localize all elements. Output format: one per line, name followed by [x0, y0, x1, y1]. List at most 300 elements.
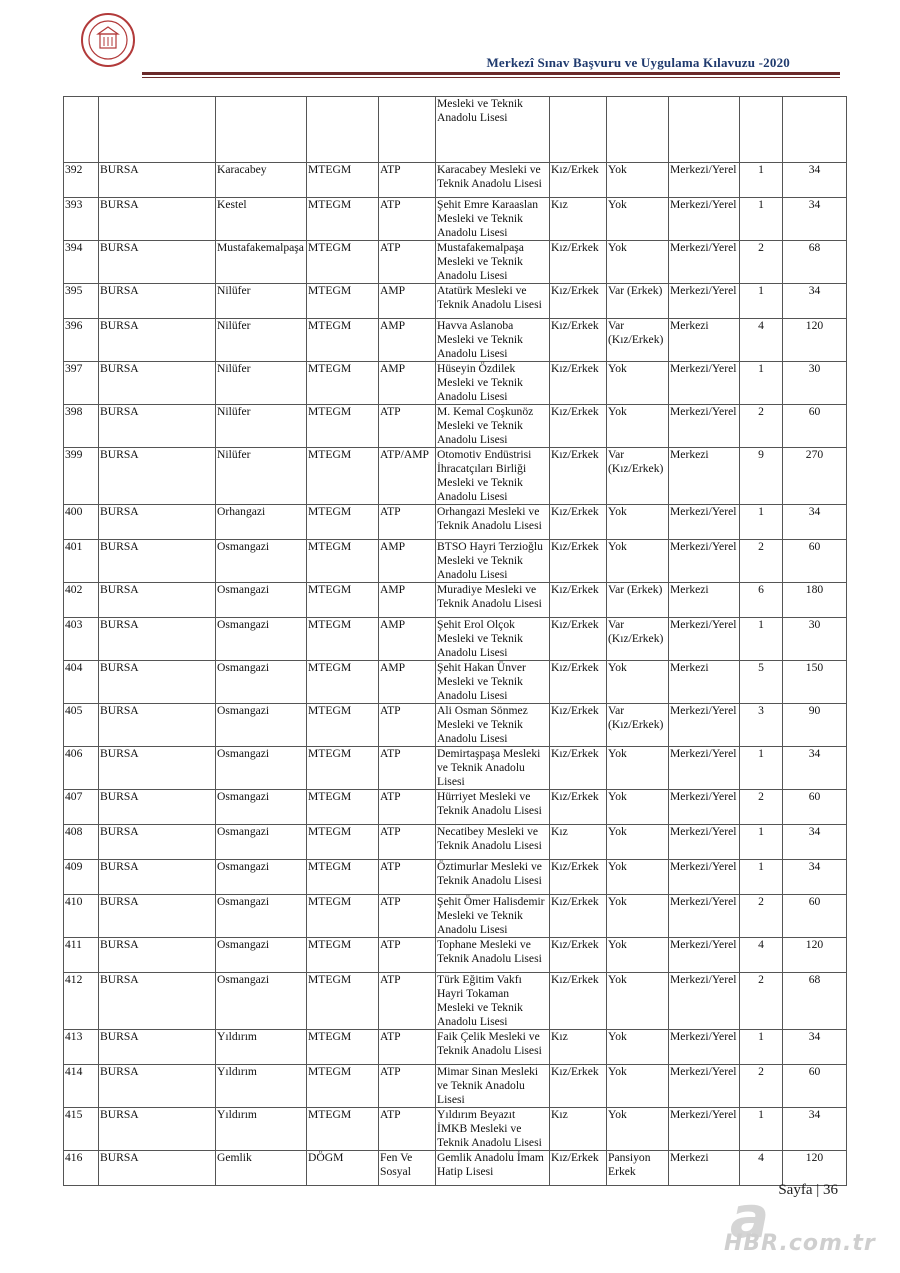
cell-school: Şehit Erol Olçok Mesleki ve Teknik Anadolu Lisesi: [436, 618, 550, 661]
cell-exam: Merkezi: [669, 448, 740, 505]
cell-gender: Kız/Erkek: [550, 540, 607, 583]
table-row: [64, 505, 847, 540]
cell-classes: 1: [740, 284, 783, 319]
cell-unit: MTEGM: [307, 860, 379, 895]
cell-pension: Yok: [607, 198, 669, 241]
cell-pension: Var (Kız/Erkek): [607, 319, 669, 362]
cell-classes: 1: [740, 1030, 783, 1065]
cell-classes: 2: [740, 973, 783, 1030]
cell-no: 409: [64, 860, 99, 895]
cell-pension: Var (Kız/Erkek): [607, 618, 669, 661]
cell-quota: 34: [783, 747, 847, 790]
cell-type: ATP: [379, 241, 436, 284]
cell-pension: Yok: [607, 790, 669, 825]
cell-no: 414: [64, 1065, 99, 1108]
cell-type: ATP: [379, 163, 436, 198]
cell-school: Hüseyin Özdilek Mesleki ve Teknik Anadolu Lisesi: [436, 362, 550, 405]
cell-exam: Merkezi: [669, 661, 740, 704]
cell-exam: Merkezi/Yerel: [669, 505, 740, 540]
watermark-text: HBR.com.tr: [724, 1231, 876, 1256]
cell-school: Şehit Emre Karaaslan Mesleki ve Teknik Anadolu Lisesi: [436, 198, 550, 241]
cell-type: ATP: [379, 790, 436, 825]
cell-quota: 34: [783, 505, 847, 540]
cell-type: ATP: [379, 895, 436, 938]
cell-pension: Yok: [607, 895, 669, 938]
cell-school: Öztimurlar Mesleki ve Teknik Anadolu Lisesi: [436, 860, 550, 895]
cell-pension: Yok: [607, 405, 669, 448]
table-row: [64, 319, 847, 362]
cell-exam: Merkezi/Yerel: [669, 860, 740, 895]
cell-no: 392: [64, 163, 99, 198]
cell-exam: Merkezi/Yerel: [669, 163, 740, 198]
cell-unit: MTEGM: [307, 790, 379, 825]
cell-classes: 4: [740, 1151, 783, 1186]
continuation-row: [64, 97, 847, 163]
cell-pension: Var (Kız/Erkek): [607, 448, 669, 505]
table-row: [64, 938, 847, 973]
table-row: [64, 661, 847, 704]
cell-district: Karacabey: [216, 163, 307, 198]
cell-exam: Merkezi/Yerel: [669, 1108, 740, 1151]
table-row: [64, 1151, 847, 1186]
cell-type: AMP: [379, 362, 436, 405]
cell-pension: Yok: [607, 973, 669, 1030]
table-row: [64, 1030, 847, 1065]
cell-district: Nilüfer: [216, 284, 307, 319]
cell-city: BURSA: [99, 661, 216, 704]
page-number: Sayfa | 36: [778, 1182, 838, 1198]
cell-quota: 34: [783, 163, 847, 198]
cell-city: BURSA: [99, 583, 216, 618]
cell-district: Nilüfer: [216, 319, 307, 362]
cell-type: ATP: [379, 505, 436, 540]
cell-gender: Kız/Erkek: [550, 583, 607, 618]
cell-quota: 34: [783, 1030, 847, 1065]
cell-unit: MTEGM: [307, 825, 379, 860]
table-row: [64, 583, 847, 618]
cell-quota: 90: [783, 704, 847, 747]
cell-district: Nilüfer: [216, 448, 307, 505]
cell-school: Havva Aslanoba Mesleki ve Teknik Anadolu Lisesi: [436, 319, 550, 362]
cell-type: ATP: [379, 198, 436, 241]
cell-no: 411: [64, 938, 99, 973]
cell-gender: Kız/Erkek: [550, 1151, 607, 1186]
hbr-watermark: [722, 1183, 882, 1259]
cell-school: Mesleki ve Teknik Anadolu Lisesi: [436, 97, 550, 163]
cell-unit: MTEGM: [307, 1065, 379, 1108]
cell-pension: Yok: [607, 163, 669, 198]
cell-gender: Kız/Erkek: [550, 505, 607, 540]
cell-gender: Kız/Erkek: [550, 973, 607, 1030]
cell-pension: Var (Kız/Erkek): [607, 704, 669, 747]
cell-type: AMP: [379, 661, 436, 704]
cell-school: Demirtaşpaşa Mesleki ve Teknik Anadolu Lisesi: [436, 747, 550, 790]
cell-type: ATP: [379, 1108, 436, 1151]
table-row: [64, 405, 847, 448]
cell-no: 398: [64, 405, 99, 448]
table-row: [64, 448, 847, 505]
cell-unit: MTEGM: [307, 505, 379, 540]
cell-no: 395: [64, 284, 99, 319]
cell-no: 416: [64, 1151, 99, 1186]
cell-quota: 120: [783, 319, 847, 362]
cell-type: ATP: [379, 704, 436, 747]
cell-district: Osmangazi: [216, 825, 307, 860]
cell-pension: Var (Erkek): [607, 284, 669, 319]
cell-district: Gemlik: [216, 1151, 307, 1186]
cell-gender: Kız/Erkek: [550, 704, 607, 747]
cell-unit: MTEGM: [307, 895, 379, 938]
cell-school: Gemlik Anadolu İmam Hatip Lisesi: [436, 1151, 550, 1186]
cell-school: Otomotiv Endüstrisi İhracatçıları Birliği Mesleki ve Teknik Anadolu Lisesi: [436, 448, 550, 505]
cell-school: Mimar Sinan Mesleki ve Teknik Anadolu Lisesi: [436, 1065, 550, 1108]
cell-type: AMP: [379, 284, 436, 319]
cell-no: 404: [64, 661, 99, 704]
cell-pension: Var (Erkek): [607, 583, 669, 618]
cell-pension: Yok: [607, 540, 669, 583]
cell-district: Osmangazi: [216, 790, 307, 825]
cell-unit: MTEGM: [307, 661, 379, 704]
cell-no: 396: [64, 319, 99, 362]
cell-city: BURSA: [99, 319, 216, 362]
cell-city: BURSA: [99, 198, 216, 241]
cell-gender: Kız/Erkek: [550, 747, 607, 790]
cell-classes: 2: [740, 241, 783, 284]
cell-school: Necatibey Mesleki ve Teknik Anadolu Lisesi: [436, 825, 550, 860]
cell-exam: Merkezi/Yerel: [669, 790, 740, 825]
cell-district: Orhangazi: [216, 505, 307, 540]
cell-gender: Kız/Erkek: [550, 319, 607, 362]
cell-school: Mustafakemalpaşa Mesleki ve Teknik Anadolu Lisesi: [436, 241, 550, 284]
cell-city: BURSA: [99, 825, 216, 860]
cell-pension: Pansiyon Erkek: [607, 1151, 669, 1186]
cell-classes: 1: [740, 860, 783, 895]
cell-type: ATP: [379, 1065, 436, 1108]
cell-gender: Kız/Erkek: [550, 938, 607, 973]
cell-city: BURSA: [99, 895, 216, 938]
cell-unit: MTEGM: [307, 583, 379, 618]
cell-classes: 1: [740, 198, 783, 241]
cell-gender: Kız/Erkek: [550, 661, 607, 704]
cell-school: Muradiye Mesleki ve Teknik Anadolu Lisesi: [436, 583, 550, 618]
cell-no: 401: [64, 540, 99, 583]
cell-no: 413: [64, 1030, 99, 1065]
cell-unit: MTEGM: [307, 618, 379, 661]
cell-city: BURSA: [99, 973, 216, 1030]
schools-table: [63, 96, 847, 1186]
cell-district: Osmangazi: [216, 938, 307, 973]
cell-classes: 2: [740, 405, 783, 448]
cell-type: ATP: [379, 405, 436, 448]
cell-city: BURSA: [99, 284, 216, 319]
cell-type: ATP: [379, 825, 436, 860]
seal-icon: [80, 12, 136, 68]
watermark-logo-letter: a: [730, 1183, 770, 1251]
cell-exam: Merkezi/Yerel: [669, 973, 740, 1030]
cell-quota: 120: [783, 1151, 847, 1186]
cell-exam: Merkezi: [669, 319, 740, 362]
cell-school: M. Kemal Coşkunöz Mesleki ve Teknik Anadolu Lisesi: [436, 405, 550, 448]
ministry-logo: [80, 12, 136, 68]
cell-city: BURSA: [99, 938, 216, 973]
cell-no: 406: [64, 747, 99, 790]
cell-classes: 6: [740, 583, 783, 618]
cell-classes: 1: [740, 1108, 783, 1151]
cell-city: BURSA: [99, 362, 216, 405]
cell-type: ATP: [379, 1030, 436, 1065]
cell-no: 400: [64, 505, 99, 540]
cell-no: 402: [64, 583, 99, 618]
cell-quota: 68: [783, 241, 847, 284]
cell-school: Orhangazi Mesleki ve Teknik Anadolu Lisesi: [436, 505, 550, 540]
cell-exam: Merkezi/Yerel: [669, 284, 740, 319]
cell-city: BURSA: [99, 505, 216, 540]
cell-city: BURSA: [99, 1108, 216, 1151]
cell-classes: 2: [740, 540, 783, 583]
cell-school: Faik Çelik Mesleki ve Teknik Anadolu Lisesi: [436, 1030, 550, 1065]
cell-gender: Kız: [550, 825, 607, 860]
cell-gender: Kız/Erkek: [550, 362, 607, 405]
cell-quota: 34: [783, 284, 847, 319]
cell-classes: 5: [740, 661, 783, 704]
cell-type: ATP/AMP: [379, 448, 436, 505]
cell-classes: 2: [740, 895, 783, 938]
cell-school: Tophane Mesleki ve Teknik Anadolu Lisesi: [436, 938, 550, 973]
cell-city: BURSA: [99, 448, 216, 505]
cell-district: Osmangazi: [216, 973, 307, 1030]
cell-quota: 68: [783, 973, 847, 1030]
cell-type: ATP: [379, 938, 436, 973]
cell-no: 399: [64, 448, 99, 505]
cell-quota: 60: [783, 895, 847, 938]
cell-city: BURSA: [99, 540, 216, 583]
table-row: [64, 825, 847, 860]
cell-exam: Merkezi/Yerel: [669, 198, 740, 241]
cell-no: 407: [64, 790, 99, 825]
cell-school: Şehit Hakan Ünver Mesleki ve Teknik Anadolu Lisesi: [436, 661, 550, 704]
cell-exam: Merkezi/Yerel: [669, 1065, 740, 1108]
cell-exam: Merkezi/Yerel: [669, 825, 740, 860]
cell-exam: Merkezi/Yerel: [669, 405, 740, 448]
cell-no: 393: [64, 198, 99, 241]
cell-district: Mustafakemalpaşa: [216, 241, 307, 284]
cell-exam: Merkezi/Yerel: [669, 747, 740, 790]
cell-unit: MTEGM: [307, 362, 379, 405]
cell-exam: Merkezi/Yerel: [669, 895, 740, 938]
cell-exam: Merkezi/Yerel: [669, 618, 740, 661]
cell-pension: Yok: [607, 1065, 669, 1108]
cell-pension: Yok: [607, 1030, 669, 1065]
cell-classes: 1: [740, 825, 783, 860]
cell-gender: Kız/Erkek: [550, 284, 607, 319]
cell-district: Nilüfer: [216, 405, 307, 448]
cell-city: BURSA: [99, 747, 216, 790]
cell-gender: Kız: [550, 1030, 607, 1065]
table-row: [64, 618, 847, 661]
cell-district: Osmangazi: [216, 747, 307, 790]
cell-school: Karacabey Mesleki ve Teknik Anadolu Lisesi: [436, 163, 550, 198]
table-row: [64, 1065, 847, 1108]
cell-quota: 34: [783, 825, 847, 860]
cell-district: Osmangazi: [216, 540, 307, 583]
table-row: [64, 790, 847, 825]
cell-exam: Merkezi/Yerel: [669, 1030, 740, 1065]
cell-quota: 30: [783, 362, 847, 405]
cell-no: 397: [64, 362, 99, 405]
cell-classes: 9: [740, 448, 783, 505]
cell-unit: MTEGM: [307, 747, 379, 790]
cell-type: ATP: [379, 747, 436, 790]
cell-gender: Kız: [550, 1108, 607, 1151]
cell-no: 412: [64, 973, 99, 1030]
cell-exam: Merkezi/Yerel: [669, 241, 740, 284]
table-row: [64, 163, 847, 198]
cell-school: Şehit Ömer Halisdemir Mesleki ve Teknik Anadolu Lisesi: [436, 895, 550, 938]
cell-pension: Yok: [607, 505, 669, 540]
cell-school: Ali Osman Sönmez Mesleki ve Teknik Anadolu Lisesi: [436, 704, 550, 747]
cell-city: BURSA: [99, 860, 216, 895]
cell-city: BURSA: [99, 163, 216, 198]
header-rule-thin: [142, 77, 840, 78]
cell-gender: Kız/Erkek: [550, 405, 607, 448]
cell-type: ATP: [379, 973, 436, 1030]
cell-type: AMP: [379, 583, 436, 618]
cell-classes: 1: [740, 618, 783, 661]
cell-school: Yıldırım Beyazıt İMKB Mesleki ve Teknik Anadolu Lisesi: [436, 1108, 550, 1151]
cell-type: ATP: [379, 860, 436, 895]
cell-quota: 180: [783, 583, 847, 618]
cell-exam: Merkezi/Yerel: [669, 938, 740, 973]
cell-unit: MTEGM: [307, 973, 379, 1030]
cell-unit: MTEGM: [307, 540, 379, 583]
cell-district: Osmangazi: [216, 661, 307, 704]
table-row: [64, 747, 847, 790]
cell-no: 403: [64, 618, 99, 661]
cell-pension: Yok: [607, 1108, 669, 1151]
cell-gender: Kız/Erkek: [550, 895, 607, 938]
cell-city: BURSA: [99, 1151, 216, 1186]
cell-quota: 34: [783, 198, 847, 241]
table-row: [64, 704, 847, 747]
cell-city: BURSA: [99, 241, 216, 284]
cell-unit: DÖGM: [307, 1151, 379, 1186]
cell-unit: MTEGM: [307, 938, 379, 973]
cell-gender: Kız/Erkek: [550, 241, 607, 284]
cell-unit: MTEGM: [307, 319, 379, 362]
header-rule-thick: [142, 72, 840, 75]
cell-gender: Kız/Erkek: [550, 790, 607, 825]
cell-no: 405: [64, 704, 99, 747]
cell-district: Osmangazi: [216, 618, 307, 661]
table-row: [64, 284, 847, 319]
cell-city: BURSA: [99, 405, 216, 448]
cell-no: 408: [64, 825, 99, 860]
table-row: [64, 241, 847, 284]
cell-no: 415: [64, 1108, 99, 1151]
cell-pension: Yok: [607, 860, 669, 895]
cell-city: BURSA: [99, 1065, 216, 1108]
cell-type: AMP: [379, 319, 436, 362]
cell-classes: 1: [740, 505, 783, 540]
cell-district: Yıldırım: [216, 1030, 307, 1065]
cell-pension: Yok: [607, 825, 669, 860]
cell-pension: Yok: [607, 362, 669, 405]
cell-unit: MTEGM: [307, 405, 379, 448]
table-row: [64, 895, 847, 938]
cell-exam: Merkezi: [669, 1151, 740, 1186]
table-row: [64, 362, 847, 405]
table-row: [64, 860, 847, 895]
cell-unit: MTEGM: [307, 198, 379, 241]
cell-unit: MTEGM: [307, 284, 379, 319]
cell-unit: MTEGM: [307, 241, 379, 284]
cell-quota: 150: [783, 661, 847, 704]
cell-quota: 60: [783, 790, 847, 825]
cell-pension: Yok: [607, 938, 669, 973]
cell-quota: 34: [783, 860, 847, 895]
cell-gender: Kız: [550, 198, 607, 241]
table-body: [64, 97, 847, 1186]
cell-unit: MTEGM: [307, 1030, 379, 1065]
cell-district: Kestel: [216, 198, 307, 241]
cell-district: Nilüfer: [216, 362, 307, 405]
table-row: [64, 1108, 847, 1151]
cell-school: BTSO Hayri Terzioğlu Mesleki ve Teknik Anadolu Lisesi: [436, 540, 550, 583]
cell-district: Osmangazi: [216, 704, 307, 747]
cell-pension: Yok: [607, 747, 669, 790]
cell-district: Osmangazi: [216, 860, 307, 895]
table-row: [64, 540, 847, 583]
cell-classes: 1: [740, 163, 783, 198]
cell-city: BURSA: [99, 618, 216, 661]
cell-unit: MTEGM: [307, 448, 379, 505]
cell-quota: 270: [783, 448, 847, 505]
cell-gender: Kız/Erkek: [550, 163, 607, 198]
cell-school: Türk Eğitim Vakfı Hayri Tokaman Mesleki ve Teknik Anadolu Lisesi: [436, 973, 550, 1030]
cell-quota: 60: [783, 1065, 847, 1108]
cell-pension: Yok: [607, 661, 669, 704]
table-row: [64, 973, 847, 1030]
cell-city: BURSA: [99, 790, 216, 825]
cell-type: AMP: [379, 540, 436, 583]
cell-unit: MTEGM: [307, 1108, 379, 1151]
table-row: [64, 198, 847, 241]
cell-quota: 30: [783, 618, 847, 661]
cell-school: Hürriyet Mesleki ve Teknik Anadolu Lisesi: [436, 790, 550, 825]
cell-city: BURSA: [99, 1030, 216, 1065]
cell-quota: 60: [783, 405, 847, 448]
cell-classes: 4: [740, 319, 783, 362]
cell-quota: 60: [783, 540, 847, 583]
cell-city: BURSA: [99, 704, 216, 747]
cell-exam: Merkezi: [669, 583, 740, 618]
cell-gender: Kız/Erkek: [550, 860, 607, 895]
cell-unit: MTEGM: [307, 704, 379, 747]
cell-district: Osmangazi: [216, 895, 307, 938]
cell-gender: Kız/Erkek: [550, 1065, 607, 1108]
cell-type: AMP: [379, 618, 436, 661]
cell-school: Atatürk Mesleki ve Teknik Anadolu Lisesi: [436, 284, 550, 319]
cell-exam: Merkezi/Yerel: [669, 362, 740, 405]
cell-no: 410: [64, 895, 99, 938]
cell-exam: Merkezi/Yerel: [669, 704, 740, 747]
cell-gender: Kız/Erkek: [550, 448, 607, 505]
cell-type: Fen Ve Sosyal: [379, 1151, 436, 1186]
cell-classes: 4: [740, 938, 783, 973]
cell-quota: 34: [783, 1108, 847, 1151]
cell-exam: Merkezi/Yerel: [669, 540, 740, 583]
document-title: Merkezî Sınav Başvuru ve Uygulama Kılavuzu -2020: [486, 55, 790, 70]
